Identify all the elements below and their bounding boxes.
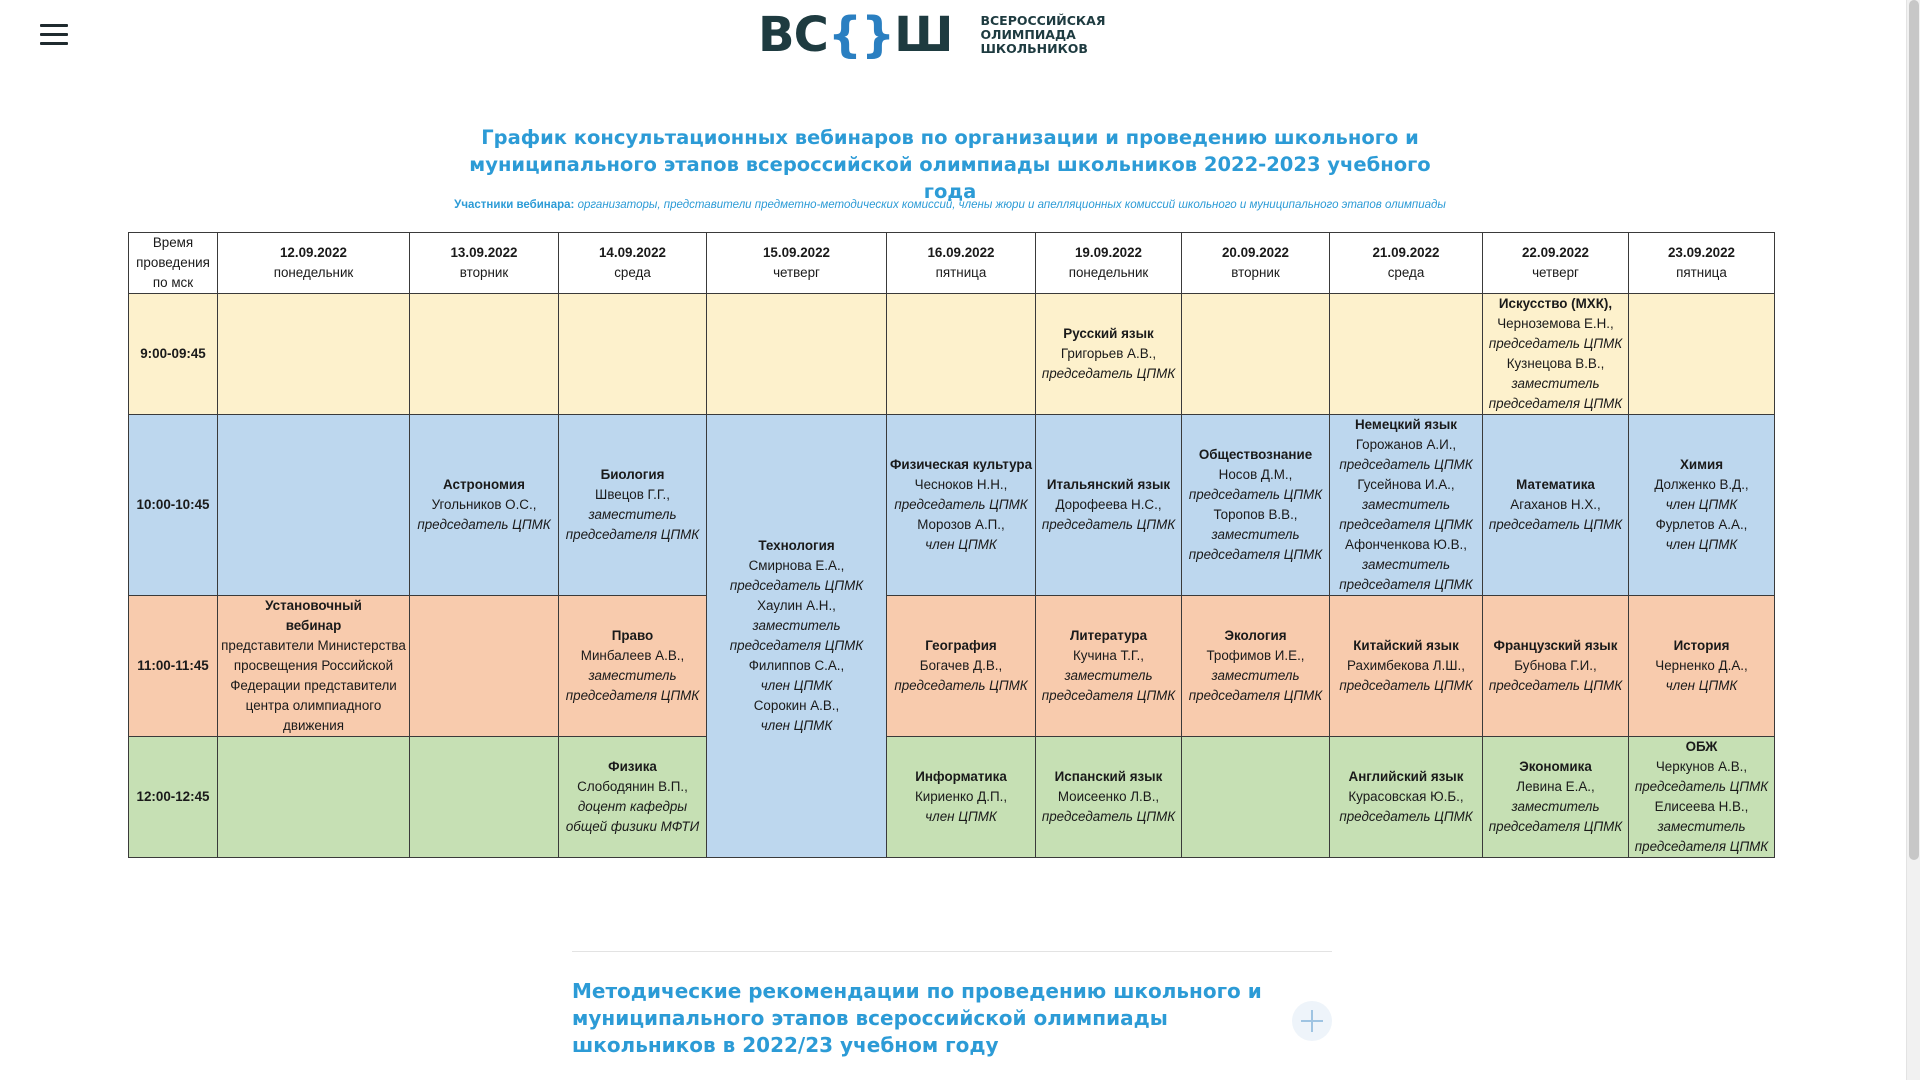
page-scrollbar[interactable]	[1906, 0, 1920, 1080]
webinar-cell	[410, 415, 559, 596]
subject-name: Русский язык	[1063, 326, 1154, 341]
cell-line: член ЦПМК	[1665, 497, 1738, 512]
empty-cell	[1330, 294, 1483, 415]
webinar-cell	[1036, 596, 1182, 737]
day-header	[1629, 233, 1775, 294]
cell-line: председатель ЦПМК	[1041, 366, 1176, 381]
empty-cell	[410, 294, 559, 415]
day-header	[1483, 233, 1629, 294]
day-header	[887, 233, 1036, 294]
cell-line: председателя ЦПМК	[1188, 688, 1323, 703]
day-header	[1036, 233, 1182, 294]
day-weekday: пятница	[935, 265, 987, 280]
subject-name: Испанский язык	[1054, 769, 1163, 784]
empty-cell	[218, 294, 410, 415]
cell-line: Богачев Д.В.,	[919, 658, 1003, 673]
cell-line: Горожанов А.И.,	[1355, 437, 1457, 452]
cell-line: председателя ЦПМК	[565, 688, 700, 703]
subject-name: Искусство (МХК),	[1498, 296, 1613, 311]
cell-line: председатель ЦПМК	[1339, 809, 1473, 824]
header-text: по мск	[152, 275, 194, 290]
cell-line: Черкунов А.В.,	[1655, 759, 1748, 774]
day-header	[410, 233, 559, 294]
cell-line: член ЦПМК	[760, 678, 833, 693]
cell-line: Смирнова Е.А.,	[748, 558, 845, 573]
cell-line: председателя ЦПМК	[1339, 517, 1473, 532]
cell-line: заместитель	[1361, 557, 1451, 572]
cell-line: председателя ЦПМК	[1634, 839, 1769, 854]
logo-text-line: ОЛИМПИАДА	[980, 27, 1076, 42]
day-weekday: понедельник	[273, 265, 354, 280]
time-row-9	[129, 294, 1775, 415]
cell-line: заместитель	[588, 507, 677, 522]
cell-line: Трофимов И.Е.,	[1206, 648, 1305, 663]
cell-line: Агаханов Н.Х.,	[1510, 497, 1601, 512]
webinar-cell	[707, 415, 887, 858]
cell-line: Рахимбекова Л.Ш.,	[1347, 658, 1465, 673]
subject-name: Биология	[600, 467, 665, 482]
subject-name: Итальянский язык	[1046, 477, 1171, 492]
subject-name: Французский язык	[1493, 638, 1618, 653]
empty-cell	[887, 294, 1036, 415]
day-header	[1330, 233, 1483, 294]
cell-line: Хаулин А.Н.,	[757, 598, 836, 613]
day-weekday: среда	[1387, 265, 1425, 280]
schedule-title: График консультационных вебинаров по организации и проведению школьного и муниципального этапов всероссийской олимпиады школьников 2022-2023 учебного года	[469, 126, 1431, 203]
cell-line: заместитель	[1361, 497, 1451, 512]
participants-note	[200, 199, 1700, 211]
day-header	[559, 233, 707, 294]
cell-line: Елисеева Н.В.,	[1654, 799, 1749, 814]
day-weekday: вторник	[459, 265, 509, 280]
cell-line: Афонченкова Ю.В.,	[1345, 537, 1467, 552]
cell-line: председатель ЦПМК	[1188, 487, 1323, 502]
logo-text-line: ВСЕРОССИЙСКАЯ	[980, 13, 1106, 28]
site-logo[interactable]	[758, 7, 1106, 63]
cell-line: Курасовская Ю.Б.,	[1348, 789, 1464, 804]
webinar-cell	[1629, 415, 1775, 596]
cell-line: Торопов В.В.,	[1213, 507, 1298, 522]
header-text: Время	[152, 235, 194, 250]
day-date: 14.09.2022	[598, 245, 667, 260]
cell-line: Фурлетов А.А.,	[1655, 517, 1748, 532]
cell-line: Черноземова Е.Н.,	[1497, 316, 1614, 331]
cell-line: Долженко В.Д.,	[1654, 477, 1749, 492]
webinar-cell	[1182, 415, 1330, 596]
day-header	[1182, 233, 1330, 294]
cell-line: Швецов Г.Г.,	[595, 487, 670, 502]
cell-line: Кузнецова В.В.,	[1506, 356, 1605, 371]
cell-line: председатель ЦПМК	[1488, 517, 1623, 532]
cell-line: Григорьев А.В.,	[1060, 346, 1157, 361]
participants-text: организаторы, представители предметно-методических комиссий, члены жюри и апелляционных комиссий школьного и муниципального этапов олимпиады	[577, 199, 1446, 211]
day-date: 23.09.2022	[1667, 245, 1736, 260]
cell-line: заместитель	[588, 668, 677, 683]
cell-line: член ЦПМК	[760, 718, 833, 733]
webinar-cell	[887, 415, 1036, 596]
webinar-cell	[1483, 294, 1629, 415]
webinar-cell	[1036, 415, 1182, 596]
time-row-11	[129, 596, 1775, 737]
webinar-cell	[1330, 415, 1483, 596]
cell-line: председателя ЦПМК	[1041, 688, 1176, 703]
table-header-row	[129, 233, 1775, 294]
subject-name: Английский язык	[1348, 769, 1464, 784]
day-date: 16.09.2022	[927, 245, 995, 260]
subject-name: Установочный	[265, 598, 362, 613]
empty-cell	[410, 596, 559, 737]
participants-label: Участники вебинара:	[454, 199, 575, 211]
cell-line: председатель ЦПМК	[417, 517, 551, 532]
cell-line: Сорокин А.В.,	[753, 698, 840, 713]
day-date: 21.09.2022	[1372, 245, 1440, 260]
section-divider	[572, 951, 1332, 952]
cell-line: председателя ЦПМК	[1188, 547, 1323, 562]
cell-line: Угольников О.С.,	[431, 497, 537, 512]
plus-icon[interactable]	[1292, 1001, 1332, 1041]
subject-name: Экономика	[1519, 759, 1592, 774]
day-date: 15.09.2022	[762, 245, 831, 260]
cell-line: член ЦПМК	[1665, 537, 1738, 552]
webinar-cell	[887, 596, 1036, 737]
day-header	[218, 233, 410, 294]
empty-cell	[218, 737, 410, 858]
day-weekday: четверг	[1532, 265, 1579, 280]
accordion-title[interactable]: Методические рекомендации по проведению школьного и муниципального этапов всероссийской олимпиады школьников в 2022/23 учебном году	[572, 979, 1262, 1057]
subject-name: География	[925, 638, 997, 653]
cell-line: заместитель	[1211, 668, 1300, 683]
cell-line: вебинар	[285, 618, 342, 633]
cell-line: заместитель	[1511, 376, 1600, 391]
day-date: 19.09.2022	[1074, 245, 1143, 260]
subject-name: ОБЖ	[1685, 739, 1718, 754]
webinar-cell	[559, 737, 707, 858]
cell-line: Моисеенко Л.В.,	[1057, 789, 1160, 804]
day-weekday: среда	[614, 265, 651, 280]
header-text: проведения	[136, 255, 210, 270]
day-weekday: четверг	[773, 265, 820, 280]
menu-icon[interactable]	[40, 24, 68, 46]
day-date: 12.09.2022	[279, 245, 348, 260]
webinar-cell	[1483, 596, 1629, 737]
cell-line: председателя ЦПМК	[1488, 396, 1623, 411]
webinar-cell	[559, 596, 707, 737]
subject-name: Физика	[608, 759, 657, 774]
cell-line: Носов Д.М.,	[1218, 467, 1293, 482]
cell-line: председатель ЦПМК	[1488, 678, 1623, 693]
subject-name: Экология	[1224, 628, 1287, 643]
webinar-cell	[1036, 737, 1182, 858]
day-weekday: понедельник	[1068, 265, 1149, 280]
cell-line: Кучина Т.Г.,	[1073, 648, 1144, 663]
empty-cell	[1629, 294, 1775, 415]
cell-line: Чесноков Н.Н.,	[914, 477, 1008, 492]
cell-line: председателя ЦПМК	[729, 638, 864, 653]
cell-line: председатель ЦПМК	[894, 678, 1028, 693]
day-date: 22.09.2022	[1521, 245, 1590, 260]
webinar-cell	[218, 596, 410, 737]
empty-cell	[559, 294, 707, 415]
empty-cell	[1182, 294, 1330, 415]
webinar-cell	[1182, 596, 1330, 737]
subject-name: Астрономия	[443, 477, 525, 492]
cell-line: представители Министерства просвещения Российской Федерации представители центра олимпиадного движения	[221, 638, 406, 733]
cell-line: член ЦПМК	[925, 809, 997, 824]
cell-line: председатель ЦПМК	[1339, 457, 1473, 472]
empty-cell	[707, 294, 887, 415]
cell-line: Слободянин В.П.,	[577, 779, 688, 794]
cell-line: Минбалеев А.В.,	[580, 648, 685, 663]
time-cell: 10:00-10:45	[129, 415, 218, 596]
logo-mark: ВС{}Ш	[758, 7, 953, 63]
cell-line: Черненко Д.А.,	[1655, 658, 1748, 673]
cell-line: общей физики МФТИ	[565, 819, 700, 834]
cell-line: Кириенко Д.П.,	[914, 789, 1008, 804]
webinar-cell	[1330, 596, 1483, 737]
cell-line: председателя ЦПМК	[1339, 577, 1473, 592]
webinar-cell	[1483, 415, 1629, 596]
day-header	[707, 233, 887, 294]
subject-name: Обществознание	[1198, 447, 1313, 462]
logo-text	[980, 14, 1105, 56]
subject-name: Математика	[1516, 477, 1595, 492]
cell-line: председатель ЦПМК	[894, 497, 1028, 512]
cell-line: Бубнова Г.И.,	[1514, 658, 1597, 673]
subject-name: Химия	[1679, 457, 1724, 472]
empty-cell	[410, 737, 559, 858]
subject-name: Литература	[1069, 628, 1148, 643]
schedule-table	[128, 232, 1775, 858]
day-weekday: вторник	[1231, 265, 1280, 280]
cell-line: Дорофеева Н.С.,	[1055, 497, 1162, 512]
cell-line: председатель ЦПМК	[729, 578, 864, 593]
cell-line: председатель ЦПМК	[1041, 809, 1176, 824]
empty-cell	[218, 415, 410, 596]
subject-name: Китайский язык	[1353, 638, 1459, 653]
cell-line: член ЦПМК	[1665, 678, 1738, 693]
cell-line: Морозов А.П.,	[917, 517, 1005, 532]
subject-name: Право	[611, 628, 654, 643]
cell-line: Филиппов С.А.,	[748, 658, 845, 673]
webinar-cell	[887, 737, 1036, 858]
cell-line: заместитель	[1657, 819, 1746, 834]
cell-line: председателя ЦПМК	[565, 527, 700, 542]
webinar-cell	[1330, 737, 1483, 858]
logo-text-line: ШКОЛЬНИКОВ	[980, 41, 1088, 56]
cell-line: заместитель	[1211, 527, 1300, 542]
webinar-cell	[1629, 737, 1775, 858]
cell-line: председателя ЦПМК	[1488, 819, 1623, 834]
cell-line: председатель ЦПМК	[1041, 517, 1176, 532]
time-column-header	[129, 233, 218, 294]
cell-line: председатель ЦПМК	[1634, 779, 1769, 794]
scrollbar-thumb[interactable]	[1909, 0, 1919, 860]
cell-line: заместитель	[1064, 668, 1153, 683]
day-date: 20.09.2022	[1221, 245, 1290, 260]
webinar-cell	[1629, 596, 1775, 737]
webinar-cell	[1483, 737, 1629, 858]
cell-line: председатель ЦПМК	[1339, 678, 1473, 693]
time-cell: 11:00-11:45	[129, 596, 218, 737]
webinar-cell	[1036, 294, 1182, 415]
cell-line: Левина Е.А.,	[1516, 779, 1595, 794]
cell-line: Гусейнова И.А.,	[1357, 477, 1455, 492]
subject-name: Физическая культура	[889, 457, 1033, 472]
empty-cell	[1182, 737, 1330, 858]
day-date: 13.09.2022	[450, 245, 518, 260]
cell-line: доцент кафедры	[577, 799, 688, 814]
cell-line: член ЦПМК	[925, 537, 997, 552]
day-weekday: пятница	[1676, 265, 1727, 280]
cell-line: заместитель	[752, 618, 841, 633]
time-row-12	[129, 737, 1775, 858]
subject-name: Немецкий язык	[1354, 417, 1458, 432]
subject-name: Технология	[758, 538, 835, 553]
cell-line: председатель ЦПМК	[1488, 336, 1623, 351]
subject-name: Информатика	[915, 769, 1007, 784]
time-row-10	[129, 415, 1775, 596]
time-cell: 9:00-09:45	[129, 294, 218, 415]
subject-name: История	[1673, 638, 1730, 653]
cell-line: заместитель	[1511, 799, 1600, 814]
webinar-cell	[559, 415, 707, 596]
time-cell: 12:00-12:45	[129, 737, 218, 858]
